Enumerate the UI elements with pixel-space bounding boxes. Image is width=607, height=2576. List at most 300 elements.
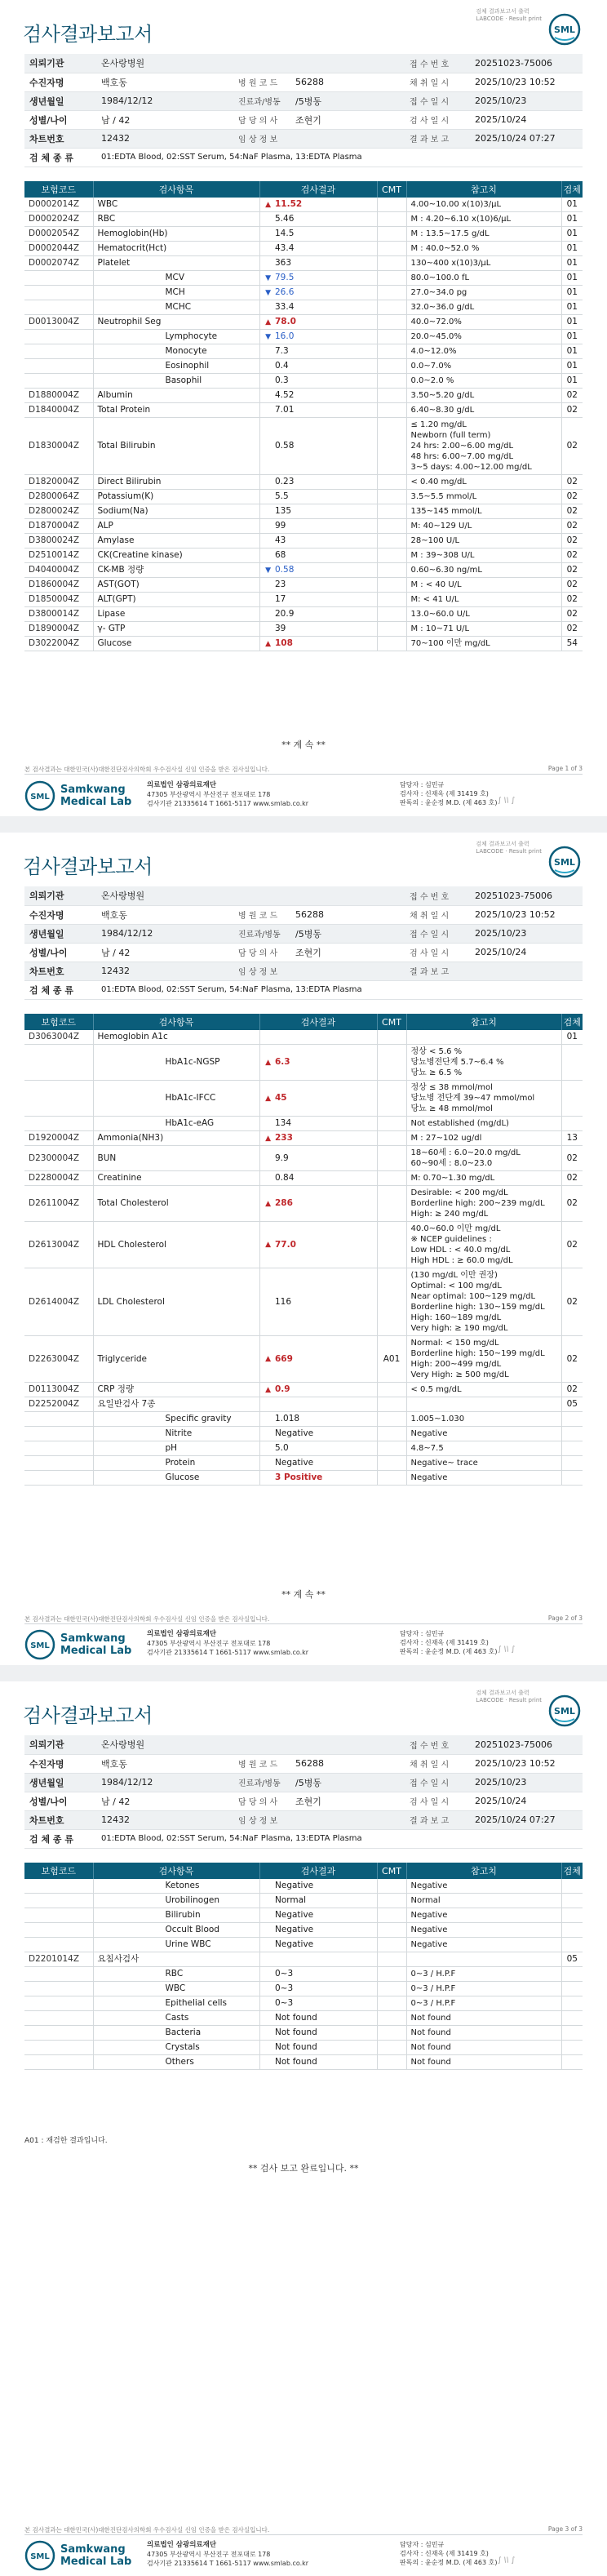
specimen-code: 02 <box>561 403 583 418</box>
reference-range: 6.40~8.30 g/dL <box>406 403 561 418</box>
reference-range: (130 mg/dL 이만 권장) Optimal: < 100 mg/dL Near optimal: 100~129 mg/dL Borderline high: 130~159 mg/dL High: 160~189 mg/dL Very high: ≥ 190 mg/dL <box>406 1268 561 1336</box>
comment-code <box>377 2026 406 2041</box>
flag-cell <box>259 578 271 593</box>
test-result: 11.52 <box>271 198 377 212</box>
comment-code <box>377 344 406 359</box>
flag-cell <box>259 1908 271 1923</box>
specimen-code <box>561 1081 583 1117</box>
high-arrow-icon: ▲ <box>259 198 271 212</box>
comment-code <box>377 315 406 330</box>
comment-code <box>377 389 406 403</box>
specimen-code <box>561 1894 583 1908</box>
reference-range: < 0.40 mg/dL <box>406 475 561 490</box>
table-row <box>24 1117 583 1131</box>
comment-code <box>377 1952 406 1967</box>
test-item: CRP 정량 <box>93 1383 259 1397</box>
test-item: WBC <box>93 1982 259 1996</box>
flag-cell <box>259 1923 271 1938</box>
flag-cell <box>259 1982 271 1996</box>
specimen-code: 02 <box>561 578 583 593</box>
insurance-code <box>24 271 93 286</box>
comment-code <box>377 1045 406 1081</box>
test-result: 108 <box>271 637 377 651</box>
insurance-code: D1870004Z <box>24 519 93 534</box>
comment-code <box>377 578 406 593</box>
insurance-code <box>24 1938 93 1952</box>
reference-range: 130~400 x(10)3/μL <box>406 256 561 271</box>
test-item: Ketones <box>93 1879 259 1894</box>
test-item: Urine WBC <box>93 1938 259 1952</box>
reference-range: M : 39~308 U/L <box>406 549 561 563</box>
comment-code <box>377 1938 406 1952</box>
test-result: 5.0 <box>271 1441 377 1456</box>
table-row <box>24 1186 583 1222</box>
insurance-code: D2300004Z <box>24 1146 93 1171</box>
test-item: CK-MB 정량 <box>93 563 259 578</box>
test-result: 14.5 <box>271 227 377 242</box>
comment-code <box>377 2041 406 2055</box>
test-item: Hemoglobin(Hb) <box>93 227 259 242</box>
test-item: Protein <box>93 1456 259 1471</box>
test-result: 5.46 <box>271 212 377 227</box>
table-row <box>24 198 583 212</box>
high-arrow-icon: ▲ <box>259 1336 271 1383</box>
test-item: Total Protein <box>93 403 259 418</box>
test-item: Casts <box>93 2011 259 2026</box>
flag-cell <box>259 1967 271 1982</box>
high-arrow-icon: ▲ <box>259 315 271 330</box>
comment-code <box>377 1081 406 1117</box>
test-item: Neutrophil Seg <box>93 315 259 330</box>
column-header: CMT <box>377 1863 406 1879</box>
specimen-code: 01 <box>561 374 583 389</box>
flag-cell <box>259 519 271 534</box>
reference-range: 18~60세 : 6.0~20.0 mg/dL 60~90세 : 8.0~23.0 <box>406 1146 561 1171</box>
column-header: 검사항목 <box>93 181 259 198</box>
reference-range: 1.005~1.030 <box>406 1412 561 1427</box>
comment-code <box>377 2055 406 2070</box>
insurance-code: D1840004Z <box>24 403 93 418</box>
reference-range: 0.60~6.30 ng/mL <box>406 563 561 578</box>
reference-range: Negative <box>406 1908 561 1923</box>
table-row <box>24 1996 583 2011</box>
insurance-code <box>24 344 93 359</box>
column-header: 참고치 <box>406 1014 561 1030</box>
table-row <box>24 1336 583 1383</box>
comment-code <box>377 359 406 374</box>
specimen-code <box>561 1923 583 1938</box>
insurance-code: D2280004Z <box>24 1171 93 1186</box>
result-table-page-2 <box>24 1014 583 1486</box>
specimen-code <box>561 1441 583 1456</box>
table-row <box>24 212 583 227</box>
specimen-code: 01 <box>561 198 583 212</box>
specimen-code <box>561 1996 583 2011</box>
test-item: MCH <box>93 286 259 300</box>
test-item: BUN <box>93 1146 259 1171</box>
test-result: Negative <box>271 1908 377 1923</box>
table-row <box>24 549 583 563</box>
test-result: 78.0 <box>271 315 377 330</box>
test-result: 99 <box>271 519 377 534</box>
reference-range: Not established (mg/dL) <box>406 1117 561 1131</box>
test-item: Bilirubin <box>93 1908 259 1923</box>
flag-cell <box>259 1117 271 1131</box>
reference-range: Not found <box>406 2011 561 2026</box>
signature: ∫ \\ ∫ <box>498 797 516 805</box>
flag-cell <box>259 212 271 227</box>
table-row <box>24 1171 583 1186</box>
flag-cell <box>259 593 271 607</box>
test-result: 233 <box>271 1131 377 1146</box>
specimen-code <box>561 1879 583 1894</box>
insurance-code <box>24 330 93 344</box>
test-item: Crystals <box>93 2041 259 2055</box>
test-item: MCV <box>93 271 259 286</box>
svg-text:SML: SML <box>554 1706 575 1717</box>
reference-range: 정상 ≤ 38 mmol/mol 당뇨병 전단계 39~47 mmol/mol 당뇨 ≥ 48 mmol/mol <box>406 1081 561 1117</box>
test-result: 79.5 <box>271 271 377 286</box>
test-result: 0.58 <box>271 563 377 578</box>
test-result: 286 <box>271 1186 377 1222</box>
reference-range <box>406 1952 561 1967</box>
reference-range: 4.0~12.0% <box>406 344 561 359</box>
specimen-code: 02 <box>561 418 583 475</box>
test-result: 0.4 <box>271 359 377 374</box>
flag-cell <box>259 490 271 504</box>
specimen-code <box>561 1045 583 1081</box>
flag-cell <box>259 1397 271 1412</box>
report-page-2: 검체 결과보고서 출력 LABCODE · Result print 검사결과보고서 SML 의뢰기관 온사랑병원 접 수 번 호 20251023-75006 수진자명 백호동 병 원 코 드 56288 채 취 일 시 2025/10/23 10:52 생년월일 1984/12/12 진료과/병동 /5병동 접 수 일 시 2025/10/23 성별/나이 남 / 42 담 당 의 사 조현기 검 사 일 시 2025/10/24 차트번호 12432 임 상 정 보 결 과 보 고 검 체 종 류 01:EDTA Blood, 02:SST Serum, 54:NaF Plasma, 13:EDTA Plasma 보험코드 검사항목 검사결과 CMT 참고치 검체 D3063004Z Hemoglobin A1c 01 HbA1c-NGSP ▲ 6.3 정상 < 5.6 % 당뇨병전단계 5.7~6.4 % 당뇨 ≥ 6.5 % HbA1c-IFCC ▲ 45 정상 ≤ 38 mmol/mol 당뇨병 전단계 39~47 mmol/mol 당뇨 ≥ 48 mmol/mol HbA1c-eAG 134 Not established (mg/dL) D1920004Z Ammonia(NH3) ▲ 233 M : 27~102 ug/dl 13 D2300004Z BUN 9.9 18~60세 : 6.0~20.0 mg/dL 60~90세 : 8.0~23.0 02 D2280004Z Creatinine 0.84 M: 0.70~1.30 mg/dL 02 D2611004Z Total Cholesterol ▲ 286 Desirable: < 200 mg/dL Borderline high: 200~239 mg/dL High: ≥ 240 mg/dL 02 D2613004Z HDL Cholesterol ▲ 77.0 40.0~60.0 이만 mg/dL ※ NCEP guidelines : Low HDL : < 40.0 mg/dL High HDL : ≥ 60.0 mg/dL 02 D2614004Z LDL Cholesterol 116 (130 mg/dL 이만 권장) Optimal: < 100 mg/dL Near optimal: 100~129 mg/dL Borderline high: 130~159 mg/dL High: 160~189 mg/dL Very high: ≥ 190 mg/dL 02 D2263004Z Triglyceride ▲ 669 A01 Normal: < 150 mg/dL Borderline high: 150~199 mg/dL High: 200~499 mg/dL Very High: ≥ 500 mg/dL 02 D0113004Z CRP 정량 ▲ 0.9 < 0.5 mg/dL 02 D2252004Z 요일반검사 7종 05 Specific gravity 1.018 1.005~1.030 Nitrite Negative Negative pH 5.0 4.8~7.5 Protein Negative Negative~ trace Glucose 3 Positive Negative ** 계 속 ** 본 검사결과는 대한민국(사)대한진단검사의학회 우수검사실 신임 인증을 받은 검사실입니다. Page 2 of 3 SML Samkwang Medical Lab 의료법인 삼광의료재단 47305 부산광역시 부산진구 전포대로 178 검사기관 21335614 T 1661-5117 www.smlab.co.kr 담당자 : 심민규 검사자 : 신재옥 (제 31419 호) 판독의 : 윤순정 M.D. (제 463 호) ∫ \\ ∫ <box>0 833 607 1665</box>
comment-code <box>377 622 406 637</box>
table-row <box>24 1412 583 1427</box>
table-row <box>24 578 583 593</box>
insurance-code: D2614004Z <box>24 1268 93 1336</box>
test-result: 0~3 <box>271 1982 377 1996</box>
comment-code <box>377 330 406 344</box>
insurance-code <box>24 286 93 300</box>
insurance-code: D2201014Z <box>24 1952 93 1967</box>
test-result: 0.84 <box>271 1171 377 1186</box>
column-header: CMT <box>377 1014 406 1030</box>
reference-range: M : 4.20~6.10 x(10)6/μL <box>406 212 561 227</box>
specimen-code <box>561 1982 583 1996</box>
specimen-code: 02 <box>561 1222 583 1268</box>
reference-range: Negative <box>406 1879 561 1894</box>
insurance-code <box>24 2011 93 2026</box>
specimen-code <box>561 1427 583 1441</box>
specimen-code: 02 <box>561 563 583 578</box>
continue-text-2: ** 계 속 ** <box>281 1589 326 1600</box>
svg-text:SML: SML <box>30 2552 50 2561</box>
reference-range: M : 13.5~17.5 g/dL <box>406 227 561 242</box>
test-result: Not found <box>271 2041 377 2055</box>
insurance-code <box>24 374 93 389</box>
comment-code <box>377 1186 406 1222</box>
specimen-code: 01 <box>561 212 583 227</box>
test-item: AST(GOT) <box>93 578 259 593</box>
table-row <box>24 1030 583 1045</box>
high-arrow-icon: ▲ <box>259 1131 271 1146</box>
insurance-code <box>24 2026 93 2041</box>
test-result <box>271 1952 377 1967</box>
test-result: 23 <box>271 578 377 593</box>
footer: SML Samkwang Medical Lab 의료법인 삼광의료재단 47305 부산광역시 부산진구 전포대로 178 검사기관 21335614 T 1661-5117 www.smlab.co.kr 담당자 : 심민규 검사자 : 신재옥 (제 31419 호) 판독의 : 윤순정 M.D. (제 463 호) ∫ \\ ∫ <box>24 777 583 815</box>
insurance-code: D2611004Z <box>24 1186 93 1222</box>
test-item: Bacteria <box>93 2026 259 2041</box>
sml-mark-icon <box>24 2540 55 2571</box>
insurance-code: D2263004Z <box>24 1336 93 1383</box>
table-row <box>24 1131 583 1146</box>
test-result: Not found <box>271 2026 377 2041</box>
specimen-code: 02 <box>561 593 583 607</box>
comment-code: A01 <box>377 1336 406 1383</box>
specimen-code: 02 <box>561 389 583 403</box>
specimen-code: 54 <box>561 637 583 651</box>
test-item: Others <box>93 2055 259 2070</box>
comment-code <box>377 212 406 227</box>
table-row <box>24 389 583 403</box>
specimen-code: 02 <box>561 1146 583 1171</box>
insurance-code: D0002074Z <box>24 256 93 271</box>
table-row <box>24 359 583 374</box>
test-result: 3 Positive <box>271 1471 377 1486</box>
flag-cell <box>259 2026 271 2041</box>
test-item: Glucose <box>93 637 259 651</box>
comment-code <box>377 1383 406 1397</box>
table-row <box>24 1879 583 1894</box>
reference-range: < 0.5 mg/dL <box>406 1383 561 1397</box>
report-complete-text: ** 검사 보고 완료입니다. ** <box>248 2163 359 2174</box>
flag-cell <box>259 256 271 271</box>
table-row <box>24 563 583 578</box>
specimen-code: 02 <box>561 1268 583 1336</box>
test-item: γ- GTP <box>93 622 259 637</box>
flag-cell <box>259 374 271 389</box>
insurance-code: D2613004Z <box>24 1222 93 1268</box>
reference-range: 80.0~100.0 fL <box>406 271 561 286</box>
table-row <box>24 2011 583 2026</box>
reference-range: Not found <box>406 2041 561 2055</box>
insurance-code <box>24 300 93 315</box>
insurance-code: D3022004Z <box>24 637 93 651</box>
comment-code <box>377 1268 406 1336</box>
insurance-code: D1820004Z <box>24 475 93 490</box>
comment-code <box>377 1996 406 2011</box>
table-row <box>24 1427 583 1441</box>
specimen-code: 02 <box>561 504 583 519</box>
test-item: ALP <box>93 519 259 534</box>
table-row <box>24 1923 583 1938</box>
specimen-code: 01 <box>561 1030 583 1045</box>
sml-mark-icon <box>24 1629 55 1660</box>
test-result: 0.3 <box>271 374 377 389</box>
test-item: WBC <box>93 198 259 212</box>
test-result: 39 <box>271 622 377 637</box>
test-result: 7.01 <box>271 403 377 418</box>
table-row <box>24 490 583 504</box>
comment-code <box>377 490 406 504</box>
flag-cell <box>259 300 271 315</box>
specimen-code <box>561 1117 583 1131</box>
comment-code <box>377 403 406 418</box>
column-header: 검사항목 <box>93 1014 259 1030</box>
comment-code <box>377 1146 406 1171</box>
test-result: 669 <box>271 1336 377 1383</box>
column-header: 참고치 <box>406 181 561 198</box>
comment-code <box>377 1879 406 1894</box>
insurance-code <box>24 1441 93 1456</box>
test-result: 16.0 <box>271 330 377 344</box>
insurance-code <box>24 1412 93 1427</box>
specimen-code <box>561 2041 583 2055</box>
test-result: 0.9 <box>271 1383 377 1397</box>
test-item: Specific gravity <box>93 1412 259 1427</box>
specimen-code: 02 <box>561 622 583 637</box>
table-row <box>24 534 583 549</box>
flag-cell <box>259 2055 271 2070</box>
specimen-code: 01 <box>561 242 583 256</box>
table-row <box>24 300 583 315</box>
test-result: 9.9 <box>271 1146 377 1171</box>
specimen-code: 02 <box>561 1383 583 1397</box>
table-row <box>24 1222 583 1268</box>
test-item: Creatinine <box>93 1171 259 1186</box>
result-table-page-3 <box>24 1863 583 2070</box>
column-header: 검체 <box>561 1863 583 1879</box>
svg-text:SML: SML <box>554 24 575 35</box>
insurance-code <box>24 2055 93 2070</box>
specimen-code: 01 <box>561 315 583 330</box>
test-item: Platelet <box>93 256 259 271</box>
flag-cell <box>259 1894 271 1908</box>
sml-logo-icon <box>548 1694 581 1727</box>
patient-info-table-3: 의뢰기관 온사랑병원 접 수 번 호 20251023-75006 수진자명 백호동 병 원 코 드 56288 채 취 일 시 2025/10/23 10:52 생년월일 1984/12/12 진료과/병동 /5병동 접 수 일 시 2025/10/23 성별/나이 남 / 42 담 당 의 사 조현기 검 사 일 시 2025/10/24 차트번호 12432 임 상 정 보 결 과 보 고 2025/10/24 07:27 검 체 종 류 01:EDTA Blood, 02:SST Serum, 54:NaF Plasma, 13:EDTA Plasma <box>24 1735 583 1849</box>
insurance-code <box>24 1081 93 1117</box>
table-row <box>24 593 583 607</box>
flag-cell <box>259 227 271 242</box>
svg-text:SML: SML <box>554 857 575 868</box>
test-result: Negative <box>271 1427 377 1441</box>
test-result: 135 <box>271 504 377 519</box>
test-item: Occult Blood <box>93 1923 259 1938</box>
reference-range: 135~145 mmol/L <box>406 504 561 519</box>
test-item: Hematocrit(Hct) <box>93 242 259 256</box>
comment-code <box>377 2011 406 2026</box>
specimen-code: 02 <box>561 1336 583 1383</box>
flag-cell <box>259 242 271 256</box>
reference-range <box>406 1030 561 1045</box>
column-header: 검체 <box>561 181 583 198</box>
comment-code <box>377 242 406 256</box>
test-result: 17 <box>271 593 377 607</box>
test-result: Negative <box>271 1938 377 1952</box>
table-row <box>24 271 583 286</box>
column-header: 검사결과 <box>259 1014 377 1030</box>
specimen-code: 02 <box>561 549 583 563</box>
test-item: HbA1c-NGSP <box>93 1045 259 1081</box>
reference-range: Negative <box>406 1471 561 1486</box>
test-result: Negative <box>271 1923 377 1938</box>
report-page-1 <box>0 0 607 816</box>
comment-code <box>377 1397 406 1412</box>
high-arrow-icon: ▲ <box>259 1222 271 1268</box>
insurance-code <box>24 1471 93 1486</box>
table-row <box>24 1081 583 1117</box>
test-item: Lymphocyte <box>93 330 259 344</box>
comment-code <box>377 256 406 271</box>
reference-range: 70~100 이만 mg/dL <box>406 637 561 651</box>
specimen-code: 02 <box>561 1186 583 1222</box>
table-row <box>24 1471 583 1486</box>
insurance-code <box>24 1996 93 2011</box>
test-result: 33.4 <box>271 300 377 315</box>
specimen-code <box>561 2011 583 2026</box>
comment-code <box>377 475 406 490</box>
insurance-code: D2800024Z <box>24 504 93 519</box>
comment-code <box>377 374 406 389</box>
high-arrow-icon: ▲ <box>259 1186 271 1222</box>
test-item: Total Cholesterol <box>93 1186 259 1222</box>
comment-code <box>377 227 406 242</box>
table-row <box>24 504 583 519</box>
comment-code <box>377 1222 406 1268</box>
test-result: 0~3 <box>271 1996 377 2011</box>
test-result: 1.018 <box>271 1412 377 1427</box>
table-row <box>24 344 583 359</box>
flag-cell <box>259 534 271 549</box>
flag-cell <box>259 1471 271 1486</box>
result-table-page-1 <box>24 181 583 651</box>
comment-code <box>377 504 406 519</box>
insurance-code <box>24 1427 93 1441</box>
specimen-code: 02 <box>561 607 583 622</box>
test-item: Basophil <box>93 374 259 389</box>
test-item: ALT(GPT) <box>93 593 259 607</box>
insurance-code <box>24 359 93 374</box>
test-result: 20.9 <box>271 607 377 622</box>
specimen-code <box>561 1967 583 1982</box>
reference-range: M : 27~102 ug/dl <box>406 1131 561 1146</box>
comment-code <box>377 271 406 286</box>
insurance-code: D3063004Z <box>24 1030 93 1045</box>
comment-code <box>377 637 406 651</box>
reference-range: Negative~ trace <box>406 1456 561 1471</box>
reference-range: 40.0~60.0 이만 mg/dL ※ NCEP guidelines : Low HDL : < 40.0 mg/dL High HDL : ≥ 60.0 mg/dL <box>406 1222 561 1268</box>
table-row <box>24 1982 583 1996</box>
svg-text:SML: SML <box>30 1641 50 1650</box>
specimen-code: 02 <box>561 490 583 504</box>
flag-cell <box>259 2011 271 2026</box>
specimen-code: 01 <box>561 344 583 359</box>
table-row <box>24 315 583 330</box>
table-row <box>24 1383 583 1397</box>
sml-logo-icon <box>548 13 581 46</box>
test-item: RBC <box>93 1967 259 1982</box>
low-arrow-icon: ▼ <box>259 330 271 344</box>
specimen-code <box>561 1938 583 1952</box>
table-row <box>24 286 583 300</box>
insurance-code <box>24 1982 93 1996</box>
test-item: Direct Bilirubin <box>93 475 259 490</box>
flag-cell <box>259 2041 271 2055</box>
high-arrow-icon: ▲ <box>259 1045 271 1081</box>
insurance-code <box>24 1879 93 1894</box>
flag-cell <box>259 1879 271 1894</box>
table-row <box>24 1456 583 1471</box>
samkwang-logo: SML Samkwang Medical Lab <box>24 780 147 813</box>
test-result <box>271 1030 377 1045</box>
